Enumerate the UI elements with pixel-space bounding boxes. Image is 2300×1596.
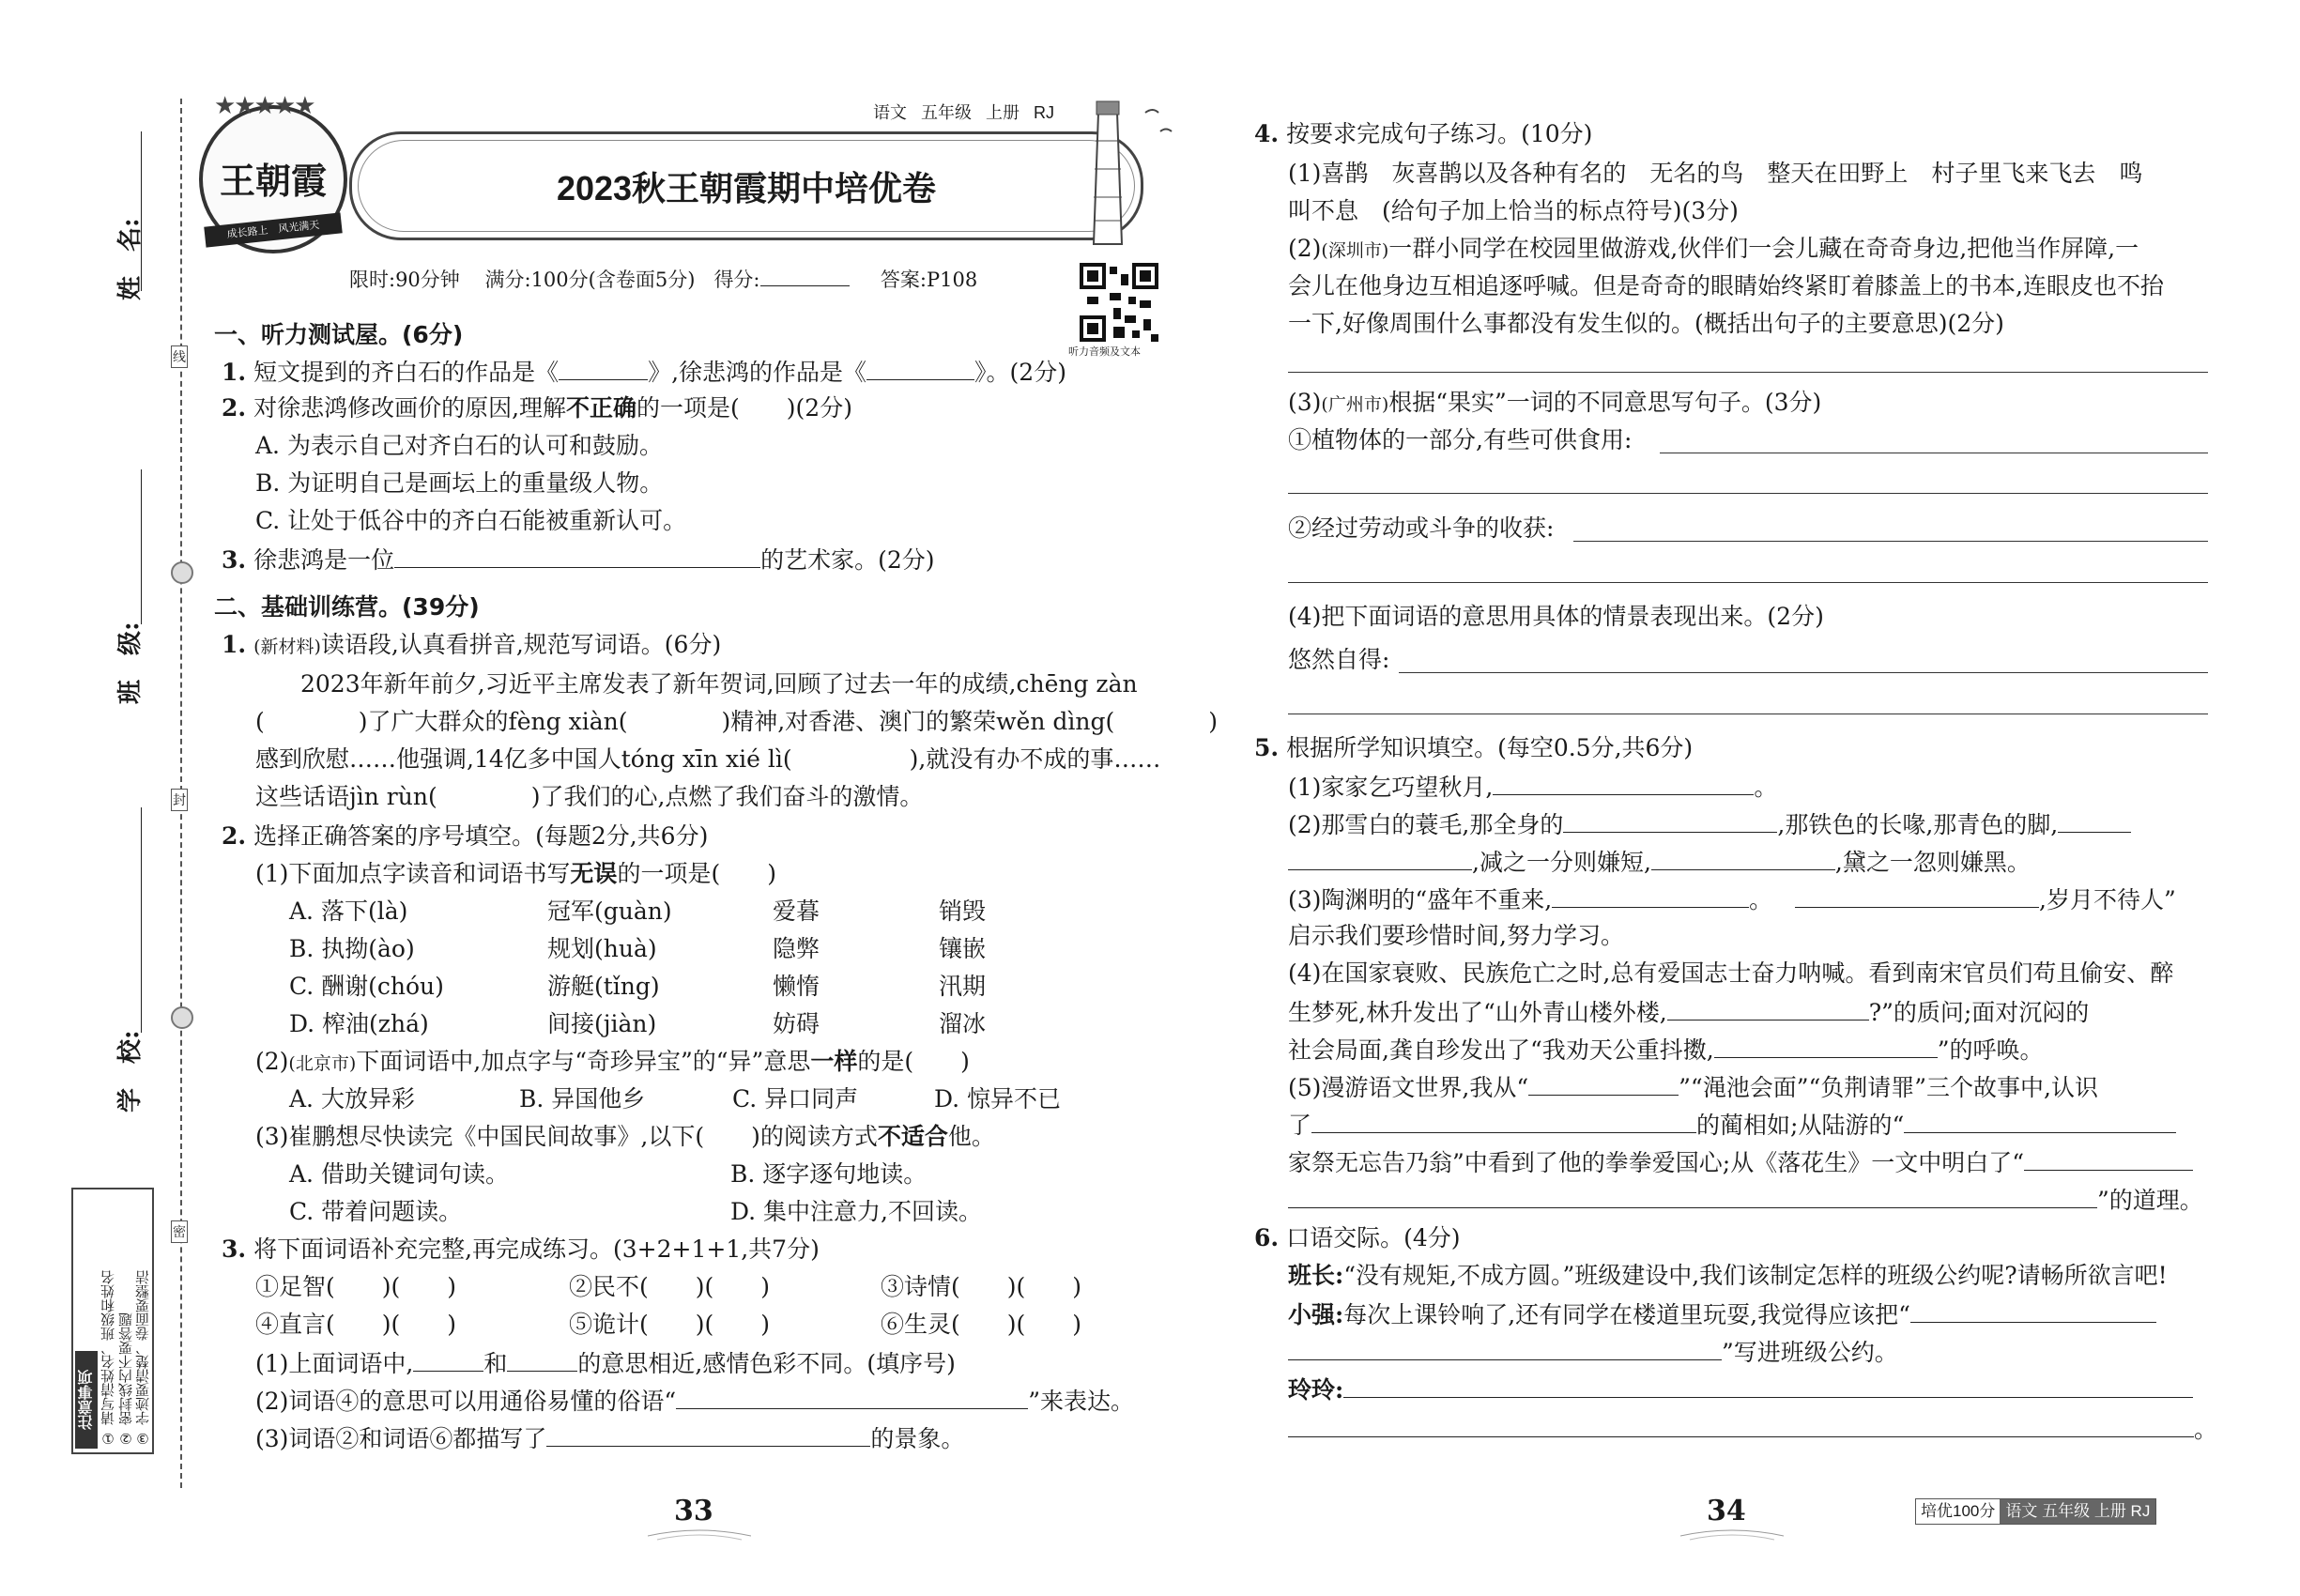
q2-2-1-text-c: 的一项是( )	[617, 860, 776, 887]
q5-1-text: (1)家家乞巧望秋月,	[1288, 774, 1494, 801]
q1-2-text-c: 的一项是( )(2分)	[636, 394, 852, 422]
q2-3-1-blank-a[interactable]	[413, 1346, 483, 1372]
q5-4-text-b: 生梦死,林升发出了“山外青山楼外楼,	[1288, 999, 1667, 1026]
class-line	[141, 469, 142, 624]
passage-line-1: 2023年新年前夕,习近平主席发表了新年贺词,回顾了过去一年的成绩,chēng zàn	[300, 670, 1138, 698]
q4-2-text: 一群小同学在校园里做游戏,伙伴们一会儿藏在奇奇身边,把他当作屏障,一	[1388, 235, 2139, 262]
q2-3-3-text-b: 的景象。	[870, 1425, 965, 1452]
q2-2-3-option-a[interactable]: A. 借助关键词句读。	[289, 1160, 509, 1188]
q5-5-blank-a[interactable]	[1528, 1070, 1679, 1096]
q1-1-text: 短文提到的齐白石的作品是《	[253, 359, 560, 386]
q5-5-line-2	[1288, 1108, 2176, 1142]
q2-2-2-tag: (北京市)	[288, 1053, 357, 1074]
q1-1-text-b: 》,徐悲鸿的作品是《	[648, 359, 867, 386]
q6-xiaoqiang-text: 每次上课铃响了,还有同学在楼道里玩耍,我觉得应该把“	[1343, 1301, 1910, 1328]
q4-4-1-line-a[interactable]	[1399, 672, 2208, 673]
q5-5-text-d: 的蔺相如;从陆游的“	[1696, 1112, 1905, 1139]
q2-3-3-text: (3)词语②和词语⑥都描写了	[255, 1425, 547, 1452]
q-number: 1.	[222, 631, 247, 658]
cut-mark-2: 封	[171, 789, 188, 811]
option-a-3: 爱暮	[773, 898, 820, 925]
q2-2-3-option-d[interactable]: D. 集中注意力,不回读。	[730, 1198, 982, 1225]
q4-2-line-3: 一下,好像周围什么事都没有发生似的。(概括出句子的主要意思)(2分)	[1288, 310, 2004, 337]
q5-2-text-b: ,那铁色的长喙,那青色的脚,	[1777, 811, 2059, 838]
q2-3-3-blank[interactable]	[546, 1421, 870, 1447]
q1-2	[222, 392, 852, 424]
q5-3	[1288, 882, 2176, 916]
q5-1-blank[interactable]	[1493, 770, 1754, 795]
q1-1	[222, 355, 1066, 389]
q5-3-blank-b[interactable]	[1795, 882, 2039, 908]
q5-2-blank-c[interactable]	[1288, 845, 1472, 870]
q2-1	[222, 629, 721, 663]
q-number: 1.	[222, 359, 247, 386]
score-label: 得分:	[713, 269, 760, 291]
q6-xiaoqiang-blank-a[interactable]	[1910, 1297, 2156, 1323]
option-c-4: 汛期	[939, 973, 987, 1000]
q5-3-blank-a[interactable]	[1552, 882, 1749, 908]
q1-2-option-b[interactable]: B. 为证明自己是画坛上的重量级人物。	[255, 469, 664, 497]
speaker-xiaoqiang: 小强:	[1288, 1301, 1344, 1328]
q5-3-line-2: 启示我们要珍惜时间,努力学习。	[1288, 922, 1624, 949]
q2-2-1	[255, 858, 776, 890]
option-d-4: 溜冰	[939, 1010, 987, 1037]
q5-1	[1288, 770, 1777, 804]
q1-3	[222, 543, 935, 576]
footer-info: 语文 五年级 上册 RJ	[2000, 1499, 2155, 1524]
q4-2-num: (2)	[1288, 235, 1322, 262]
option-a-2: 冠军(guàn)	[547, 898, 672, 925]
header-grade: 五年级	[921, 103, 973, 122]
q4-text: 按要求完成句子练习。(10分)	[1286, 120, 1593, 147]
option-a-1[interactable]: A. 落下(là)	[289, 898, 408, 925]
q2-2-2-text: 下面词语中,加点字与“奇珍异宝”的“异”意思	[356, 1048, 811, 1075]
q5-5-text-e: 家祭无忘告乃翁”中看到了他的拳拳爱国心;从《落花生》一文中明白了“	[1288, 1149, 2024, 1176]
q5-5-blank-c[interactable]	[1904, 1108, 2176, 1133]
q6-lingling	[1288, 1373, 2193, 1406]
brand-ribbon: 成长路上 风光满天	[204, 212, 342, 247]
binding-margin	[0, 0, 188, 1596]
q5-2-line-2	[1288, 845, 2031, 879]
q6-xiaoqiang-line-2	[1288, 1335, 1898, 1369]
q2-2-text: 选择正确答案的序号填空。(每题2分,共6分)	[253, 822, 709, 850]
q-number: 4.	[1254, 120, 1280, 147]
q5-5-blank-d[interactable]	[2024, 1145, 2193, 1171]
option-b-4: 镶嵌	[939, 935, 987, 962]
q5-text: 根据所学知识填空。(每空0.5分,共6分)	[1286, 734, 1694, 761]
q2-3-1	[255, 1346, 956, 1380]
page-title: 2023秋王朝霞期中培优卷	[556, 169, 937, 207]
full-score: 满分:100分(含卷面5分)	[484, 269, 696, 291]
q2-3	[222, 1234, 820, 1266]
q5-5-text-b: ”“渑池会面”“负荆请罪”三个故事中,认识	[1679, 1074, 2099, 1101]
q5-3-text: (3)陶渊明的“盛年不重来,	[1288, 886, 1553, 913]
q1-1-text-c: 》。(2分)	[974, 359, 1066, 386]
header-edition: RJ	[1034, 103, 1055, 122]
q4-2-tag: (深圳市)	[1321, 240, 1389, 261]
q5-4-line-3	[1288, 1033, 2043, 1067]
notice-item-1: ① 请写清姓名、班级和姓名	[100, 1270, 116, 1447]
q2-2-2-text-d: 的是( )	[857, 1048, 970, 1075]
q6-lingling-end: 。	[2194, 1416, 2218, 1443]
q2-2-3-option-b[interactable]: B. 逐字逐句地读。	[730, 1160, 928, 1188]
q4-3-2-line-a[interactable]	[1573, 541, 2208, 542]
logo-stars: ★★★★★	[214, 92, 314, 120]
notice-item-2: ② 密封线内不要答题	[117, 1312, 134, 1447]
q4-3	[1288, 387, 1821, 421]
q4-3-2: ②经过劳动或斗争的收获:	[1288, 514, 1555, 542]
q-number: 2.	[222, 822, 247, 850]
school-label: 学 校:	[116, 1030, 145, 1113]
q5-5-text: (5)漫游语文世界,我从“	[1288, 1074, 1529, 1101]
q4-2-line-2: 会儿在他身边互相追逐呼喊。但是奇奇的眼睛始终紧盯着膝盖上的书本,连眼皮也不抬	[1288, 272, 2164, 299]
q2-3-1-blank-b[interactable]	[507, 1346, 577, 1372]
q4-2-answer-line[interactable]	[1288, 372, 2208, 373]
q-number: 3.	[222, 546, 247, 574]
q5-2-blank-a[interactable]	[1563, 807, 1777, 833]
score-field[interactable]	[760, 261, 850, 286]
q2-2-2-num: (2)	[255, 1048, 289, 1075]
option-b-3: 隐弊	[773, 935, 820, 962]
q4-4-1: 悠然自得:	[1288, 646, 1390, 673]
q1-1-blank-b[interactable]	[866, 355, 974, 380]
q5-4-text-c: ?”的质问;面对沉闷的	[1868, 999, 2090, 1026]
q4-3-1: ①植物体的一部分,有些可供食用:	[1288, 426, 1633, 453]
q1-1-blank-a[interactable]	[559, 355, 648, 380]
idiom-2[interactable]: ②民不( )( )	[569, 1273, 771, 1300]
exam-info	[349, 261, 977, 296]
notice-title: 注意事项	[75, 1351, 98, 1449]
q2-2-2	[255, 1046, 970, 1080]
q4-3-1-line-b[interactable]	[1288, 493, 2208, 494]
q2-3-2	[255, 1384, 1134, 1418]
q2-3-2-text: (2)词语④的意思可以用通俗易懂的俗语“	[255, 1388, 677, 1415]
q5-5-text-f: ”的道理。	[2097, 1187, 2203, 1214]
q2-2	[222, 821, 708, 852]
q2-2-1-emphasis: 无误	[570, 860, 618, 887]
page-ornament-right	[1680, 1528, 1784, 1543]
class-label: 班 级:	[116, 622, 145, 704]
q4-1-line-2: 叫不息 (给句子加上恰当的标点符号)(3分)	[1288, 197, 1739, 224]
lighthouse-icon	[1070, 94, 1183, 253]
option-d-1[interactable]: D. 榨油(zhá)	[289, 1010, 429, 1037]
brand-name: 王朝霞	[219, 162, 327, 202]
q6-monitor-text: “没有规矩,不成方圆。”班级建设中,我们该制定怎样的班级公约呢?请畅所欲言吧!	[1343, 1262, 2168, 1289]
q-number: 3.	[222, 1235, 247, 1263]
q2-3-1-text-c: 的意思相近,感情色彩不同。(填序号)	[577, 1350, 956, 1377]
q4-4: (4)把下面词语的意思用具体的情景表现出来。(2分)	[1288, 603, 1824, 630]
q2-3-1-text: (1)上面词语中,	[255, 1350, 414, 1377]
q4	[1254, 118, 1592, 150]
q1-3-blank[interactable]	[394, 543, 760, 568]
idiom-6[interactable]: ⑥生灵( )( )	[881, 1311, 1082, 1338]
binding-circle-1	[171, 561, 193, 584]
q6-lingling-blank-b[interactable]	[1288, 1412, 2194, 1437]
idiom-5[interactable]: ⑤诡计( )( )	[569, 1311, 771, 1338]
q6-lingling-blank-a[interactable]	[1343, 1373, 2193, 1398]
qr-caption: 听力音频及文本	[1068, 345, 1141, 358]
q4-2-line-1	[1288, 233, 2139, 267]
q2-2-2-option-c[interactable]: C. 异口同声	[732, 1085, 859, 1113]
q5-4: (4)在国家衰败、民族危亡之时,总有爱国志士奋力呐喊。看到南宋官员们苟且偷安、醉	[1288, 959, 2174, 987]
q2-2-3-emphasis: 不适合	[877, 1123, 948, 1150]
footer-badge	[1915, 1498, 2156, 1525]
q5-3-text-c: ,岁月不待人”	[2039, 886, 2176, 913]
page-number-left: 33	[674, 1495, 713, 1527]
idiom-1[interactable]: ①足智( )( )	[255, 1273, 457, 1300]
q6-xiaoqiang-blank-b[interactable]	[1288, 1335, 1722, 1360]
q5-5-text-c: 了	[1288, 1112, 1312, 1139]
qr-code-icon[interactable]	[1080, 263, 1158, 342]
q1-2-option-a[interactable]: A. 为表示自己对齐白石的认可和鼓励。	[255, 432, 663, 459]
q5-2	[1288, 807, 2131, 841]
q2-2-1-text: (1)下面加点字读音和词语书写	[255, 860, 571, 887]
idiom-4[interactable]: ④直言( )( )	[255, 1311, 457, 1338]
q6-monitor	[1288, 1260, 2168, 1292]
section-2-heading: 二、基础训练营。(39分)	[214, 593, 480, 621]
q5-2-text-c: ,减之一分则嫌短,	[1472, 849, 1651, 876]
speaker-lingling: 玲玲:	[1288, 1376, 1344, 1404]
q1-2-text: 对徐悲鸿修改画价的原因,理解	[253, 394, 567, 422]
section-1-heading: 一、听力测试屋。(6分)	[214, 321, 464, 348]
option-d-3: 妨碍	[773, 1010, 820, 1037]
q2-2-2-option-d[interactable]: D. 惊异不已	[934, 1085, 1062, 1113]
q5-5	[1288, 1070, 2098, 1104]
answer-ref: 答案:P108	[880, 269, 978, 291]
q4-3-2-line-b[interactable]	[1288, 582, 2208, 583]
option-c-1[interactable]: C. 酬谢(chóu)	[289, 973, 444, 1000]
q5-4-text-d: 社会局面,龚自珍发出了“我劝天公重抖擞,	[1288, 1036, 1714, 1064]
q4-3-num: (3)	[1288, 389, 1322, 416]
q6-xiaoqiang	[1288, 1297, 2156, 1331]
q5-4-text-e: ”的呼唤。	[1937, 1036, 2044, 1064]
q2-2-2-emphasis: 一样	[810, 1048, 858, 1075]
notice-item-3: ③ 字迹要清楚、卷面要整洁	[134, 1270, 151, 1447]
q4-3-text: 根据“果实”一词的不同意思写句子。(3分)	[1388, 389, 1822, 416]
header-meta	[873, 100, 1054, 124]
option-c-2: 游艇(tǐng)	[547, 973, 660, 1000]
option-c-3: 懒惰	[773, 973, 820, 1000]
q2-2-3-text: (3)崔鹏想尽快读完《中国民间故事》,以下( )的阅读方式	[255, 1123, 878, 1150]
option-b-2: 规划(huà)	[547, 935, 657, 962]
passage-line-4[interactable]: 这些话语jìn rùn( )了我们的心,点燃了我们奋斗的激情。	[255, 783, 924, 810]
q1-2-emphasis: 不正确	[566, 394, 637, 422]
school-line	[141, 807, 142, 1033]
q2-2-3-text-c: 他。	[947, 1123, 995, 1150]
header-volume: 上册	[986, 103, 1020, 122]
page-ornament-left	[648, 1528, 751, 1543]
q5-2-blank-d[interactable]	[1651, 845, 1835, 870]
q1-3-text: 徐悲鸿是一位	[253, 546, 395, 574]
cut-mark-1: 线	[171, 345, 188, 368]
cut-mark-3: 密	[171, 1220, 188, 1243]
time-limit: 限时:90分钟	[349, 269, 460, 291]
q5-4-blank-b[interactable]	[1714, 1033, 1938, 1058]
brand-logo	[199, 92, 347, 253]
q2-3-3	[255, 1421, 964, 1455]
q-number: 5.	[1254, 734, 1280, 761]
q4-1-line-1: (1)喜鹊 灰喜鹊以及各种有名的 无名的鸟 整天在田野上 村子里飞来飞去 鸣	[1288, 160, 2143, 187]
q6-text: 口语交际。(4分)	[1286, 1224, 1461, 1251]
q2-1-tag: (新材料)	[253, 637, 321, 657]
header-subject: 语文	[873, 103, 907, 122]
q5-5-line-3	[1288, 1145, 2193, 1179]
binding-circle-2	[171, 1006, 193, 1029]
q5-1-text-b: 。	[1754, 774, 1778, 801]
q1-3-text-b: 的艺术家。(2分)	[760, 546, 935, 574]
q2-3-2-text-b: ”来表达。	[1028, 1388, 1134, 1415]
page-number-right: 34	[1707, 1495, 1746, 1527]
q-number: 6.	[1254, 1224, 1280, 1251]
q2-3-text: 将下面词语补充完整,再完成练习。(3+2+1+1,共7分)	[253, 1235, 820, 1263]
passage-line-2[interactable]: ( )了广大群众的fèng xiàn( )精神,对香港、澳门的繁荣wěn dìng( )	[255, 708, 1219, 735]
name-line	[141, 131, 142, 291]
q5-3-text-b: 。	[1749, 886, 1773, 913]
name-label: 姓 名:	[116, 218, 145, 300]
q5-2-blank-b[interactable]	[2058, 807, 2131, 833]
idiom-3[interactable]: ③诗情( )( )	[881, 1273, 1082, 1300]
q5-4-line-2	[1288, 995, 2089, 1029]
q2-2-2-option-b[interactable]: B. 异国他乡	[519, 1085, 646, 1113]
q2-3-1-text-b: 和	[483, 1350, 508, 1377]
option-a-4: 销毁	[939, 898, 987, 925]
q5	[1254, 732, 1693, 764]
q2-2-2-option-a[interactable]: A. 大放异彩	[289, 1085, 415, 1113]
q5-4-blank-a[interactable]	[1667, 995, 1869, 1021]
q5-5-blank-b[interactable]	[1311, 1108, 1696, 1133]
speaker-monitor: 班长:	[1288, 1262, 1344, 1289]
title-banner	[349, 131, 1143, 240]
q2-2-3-option-c[interactable]: C. 带着问题读。	[289, 1198, 463, 1225]
notice-box	[71, 1188, 154, 1454]
q5-2-text-d: ,黛之一忽则嫌黑。	[1834, 849, 2031, 876]
q6-lingling-line-2	[1288, 1412, 2217, 1446]
q1-2-option-c[interactable]: C. 让处于低谷中的齐白石能被重新认可。	[255, 507, 687, 534]
q5-5-line-4	[1288, 1183, 2203, 1217]
q6	[1254, 1222, 1460, 1254]
q6-xiaoqiang-text-b: ”写进班级公约。	[1722, 1339, 1898, 1366]
footer-tag: 培优100分	[1921, 1502, 1996, 1520]
option-d-2: 间接(jiàn)	[547, 1010, 657, 1037]
q5-5-blank-e[interactable]	[1288, 1183, 2097, 1208]
q5-2-text: (2)那雪白的蓑毛,那全身的	[1288, 811, 1564, 838]
q-number: 2.	[222, 394, 247, 422]
q2-1-text: 读语段,认真看拼音,规范写词语。(6分)	[320, 631, 722, 658]
option-b-1[interactable]: B. 执拗(ào)	[289, 935, 415, 962]
q2-3-2-blank[interactable]	[676, 1384, 1028, 1409]
passage-line-3[interactable]: 感到欣慰……他强调,14亿多中国人tóng xīn xié lì( ),就没有办不成的事……	[255, 745, 1161, 773]
q4-3-tag: (广州市)	[1321, 394, 1389, 415]
q2-2-3	[255, 1121, 995, 1153]
